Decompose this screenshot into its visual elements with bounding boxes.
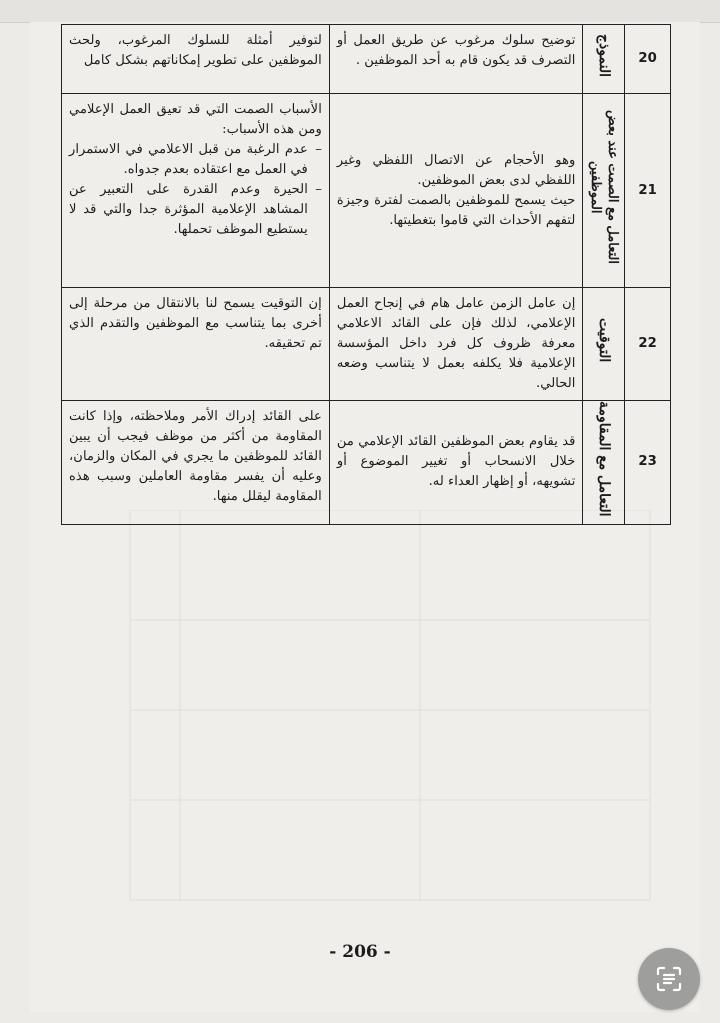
row-description [329,288,583,401]
category-label: النموذج [595,34,612,77]
note-text: لتوفير أمثلة للسلوك المرغوب، ولحث الموظفين على تطوير إمكاناتهم بشكل كامل [69,33,322,68]
row-note [62,25,330,94]
row-note [62,94,330,288]
category-label: التعامل مع الصمت عند بعض الموظفين [587,110,620,264]
category-label: التعامل مع المقاومة [595,401,612,517]
row-number: 23 [625,401,671,525]
behavior-table [61,24,671,525]
note-bullet [69,140,322,180]
row-note [62,401,330,525]
description-text: قد يقاوم بعض الموظفين القائد الإعلامي من خلال الانسحاب أو تغيير الموضوع أو تشويهه، أو إظهار العداء له. [336,434,576,490]
document-scan-icon [654,964,684,994]
description-text: توضيح سلوك مرغوب عن طريق العمل أو التصرف قد يكون قام به أحد الموظفين . [336,33,576,68]
note-text: على القائد إدراك الأمر وملاحظته، وإذا كانت المقاومة من أكثر من موظف فيجب أن يبين القائد للموظفين ما يجري في المكان والزمان، وعليه أن يفسر مقاومة العاملين وسبب هذه المقاومة ليقلل منها. [69,409,322,504]
description-text: إن عامل الزمن عامل هام في إنجاح العمل الإعلامي، لذلك فإن على القائد الاعلامي معرفة ظروف كل فرد داخل المؤسسة الإعلامية فلا يكلفه بعمل لا يتناسب وضعه الحالي. [336,296,576,391]
row-description [329,25,583,94]
table-row [62,94,671,288]
note-intro: الأسباب الصمت التي قد تعيق العمل الإعلامي ومن هذه الأسباب: [69,102,322,137]
scanned-page-top-edge [0,0,720,23]
row-description [329,94,583,288]
row-number: 20 [625,25,671,94]
dash-icon: – [315,142,322,157]
row-category [583,94,625,288]
category-label: التوقيت [595,318,612,363]
row-category [583,401,625,525]
table-row [62,401,671,525]
page-number: - 206 - [329,942,391,962]
note-text: إن التوقيت يسمح لنا بالانتقال من مرحلة إلى أخرى بما يتناسب مع الموظفين والتقدم الذي تم تحقيقه. [69,296,322,351]
bullet-text: الحيرة وعدم القدرة على التعبير عن المشاهد الإعلامية المؤثرة جدا والتي قد لا يستطيع الموظف تحملها. [69,182,308,237]
row-description [329,401,583,525]
description-text: وهو الأحجام عن الاتصال اللفظي وغير اللفظي لدى بعض الموظفين. [336,152,576,188]
row-note [62,288,330,401]
bullet-text: عدم الرغبة من قبل الاعلامي في الاستمرار في العمل مع اعتقاده بعدم جدواه. [69,142,308,177]
row-category [583,288,625,401]
table-row [62,25,671,94]
scan-button[interactable] [638,948,700,1010]
row-number: 22 [625,288,671,401]
row-number: 21 [625,94,671,288]
description-text: حيث يسمح للموظفين بالصمت لفترة وجيزة لتفهم الأحداث التي قاموا بتغطيتها. [336,192,576,228]
table-row [62,288,671,401]
dash-icon: – [315,182,322,197]
row-category [583,25,625,94]
note-bullet [69,180,322,240]
